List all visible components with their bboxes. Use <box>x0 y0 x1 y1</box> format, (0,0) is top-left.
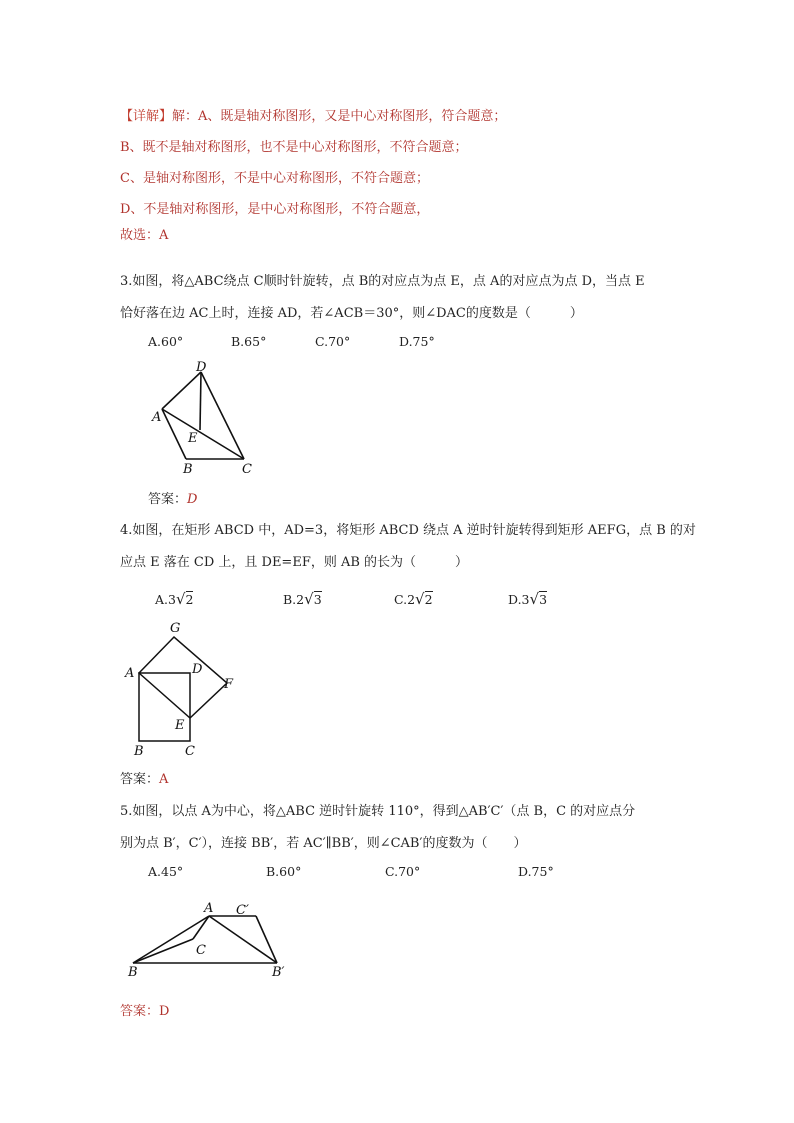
detail-line-4: D、不是轴对称图形，是中心对称图形，不符合题意， <box>120 202 430 217</box>
q5-choice-c: C.70° <box>385 864 421 879</box>
q4-label-g: G <box>170 621 181 636</box>
q3-choice-c: C.70° <box>315 334 351 349</box>
q4-label-f: F <box>224 677 234 692</box>
q5-answer-value: D <box>159 1004 170 1019</box>
q4-answer: 答案：A <box>120 772 169 787</box>
q4-line-1: 4.如图，在矩形 ABCD 中，AD=3，将矩形 ABCD 绕点 A 逆时针旋转得到矩形 AEFG，点 B 的对 <box>120 523 696 538</box>
q3-choice-b: B.65° <box>231 334 267 349</box>
q4-label-c: C <box>185 744 195 759</box>
q3-label-d: D <box>196 360 207 375</box>
q5-choice-d: D.75° <box>518 864 554 879</box>
detail-conclusion: 故选：A <box>120 228 169 243</box>
q3-label-e: E <box>188 431 198 446</box>
q4-figure <box>120 616 250 760</box>
q5-line-2: 别为点 B′，C′），连接 BB′，若 AC′∥BB′，则∠CAB′的度数为（ ） <box>120 836 527 851</box>
q4-choice-a: A.3√2 <box>155 590 194 608</box>
detail-line-1: 【详解】解：A、既是轴对称图形，又是中心对称图形，符合题意； <box>120 109 507 124</box>
q5-label-a: A <box>204 901 214 916</box>
q4-choice-d: D.3√3 <box>508 590 548 608</box>
q5-choice-b: B.60° <box>266 864 302 879</box>
detail-line-3: C、是轴对称图形，不是中心对称图形，不符合题意； <box>120 171 429 186</box>
q3-figure <box>148 356 268 476</box>
q3-line-2: 恰好落在边 AC上时，连接 AD，若∠ACB＝30°，则∠DAC的度数是（ ） <box>120 306 583 321</box>
q3-line-1: 3.如图，将△ABC绕点 C顺时针旋转，点 B的对应点为点 E，点 A的对应点为点 D，当点 E <box>120 274 645 289</box>
q4-label-b: B <box>134 744 144 759</box>
q5-label-b-prime: B′ <box>272 965 285 980</box>
detail-line-2: B、既不是轴对称图形，也不是中心对称图形，不符合题意； <box>120 140 468 155</box>
q3-choice-d: D.75° <box>399 334 435 349</box>
q4-label-a: A <box>125 666 135 681</box>
detail-label: 【详解】 <box>120 109 173 124</box>
q3-answer-value: D <box>187 492 198 507</box>
q5-answer: 答案：D <box>120 1004 170 1019</box>
q3-label-b: B <box>183 462 193 476</box>
q3-label-a: A <box>152 410 162 425</box>
q5-figure <box>120 892 300 980</box>
q5-choice-a: A.45° <box>148 864 184 879</box>
q3-answer: 答案：D <box>148 492 198 507</box>
q4-label-e: E <box>175 718 185 733</box>
q4-choice-b: B.2√3 <box>283 590 322 608</box>
q5-label-c: C <box>196 943 206 958</box>
q4-choice-c: C.2√2 <box>394 590 433 608</box>
q5-line-1: 5.如图，以点 A为中心，将△ABC 逆时针旋转 110°，得到△AB′C′（点 B，C 的对应点分 <box>120 804 636 819</box>
q4-label-d: D <box>192 662 203 677</box>
q5-label-c-prime: C′ <box>236 903 249 918</box>
q4-answer-value: A <box>159 772 169 787</box>
q3-label-c: C <box>242 462 252 476</box>
q5-label-b: B <box>128 965 138 980</box>
q4-line-2: 应点 E 落在 CD 上，且 DE=EF，则 AB 的长为（ ） <box>120 555 469 570</box>
q3-choice-a: A.60° <box>148 334 184 349</box>
